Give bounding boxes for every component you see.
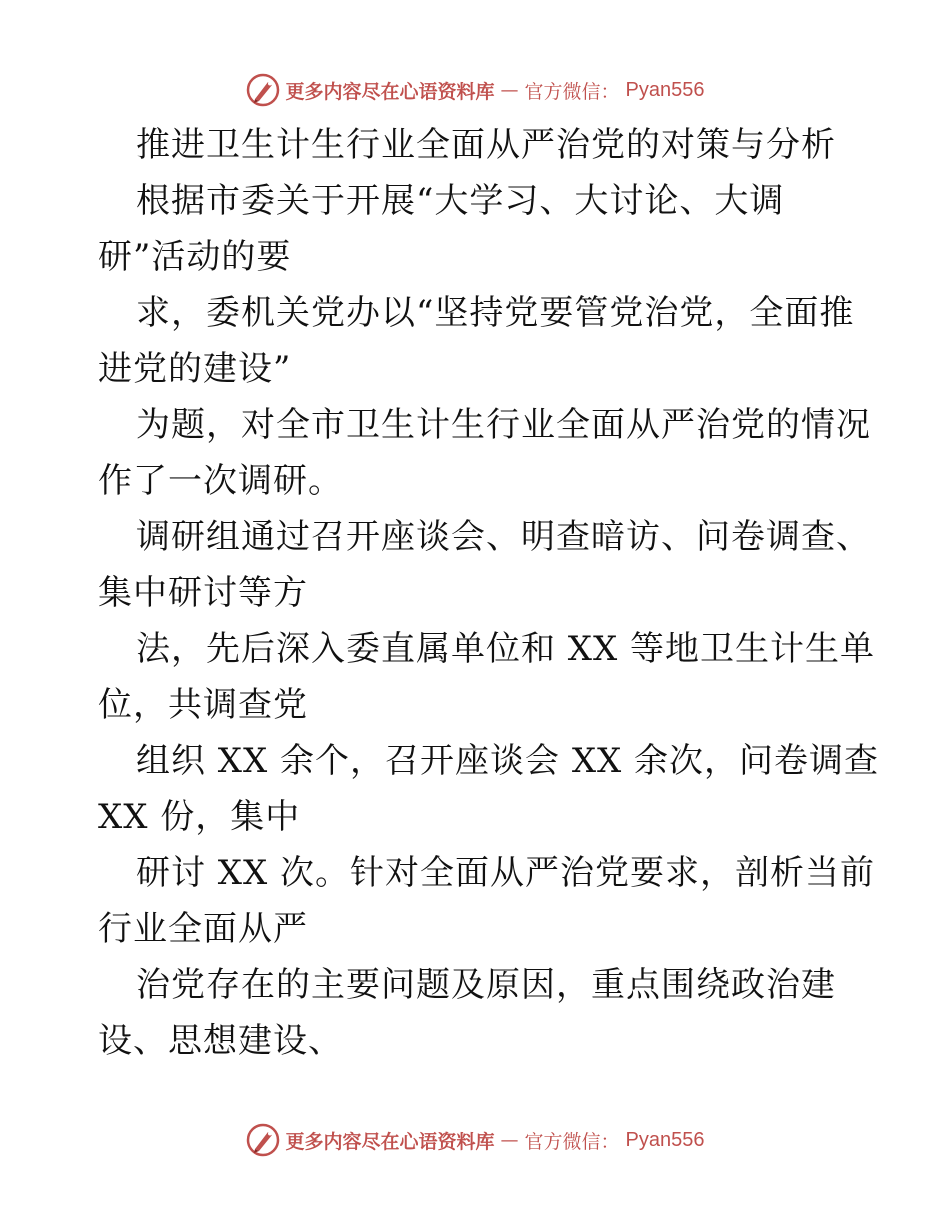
text-line: 研”活动的要 — [98, 237, 292, 277]
text-line: 组织 XX 余个，召开座谈会 XX 余次，问卷调查 — [136, 741, 880, 781]
text-line: 研讨 XX 次。针对全面从严治党要求，剖析当前 — [136, 853, 876, 893]
text-line: 法，先后深入委直属单位和 XX 等地卫生计生单 — [136, 629, 876, 669]
text-line: 集中研讨等方 — [98, 573, 308, 613]
text-line: 作了一次调研。 — [98, 461, 343, 501]
watermark-sub-text: 官方微信： — [524, 80, 620, 103]
text-line: 推进卫生计生行业全面从严治党的对策与分析 — [136, 125, 836, 165]
watermark-header — [0, 70, 950, 110]
text-line: 为题，对全市卫生计生行业全面从严治党的情况 — [136, 405, 871, 445]
pen-logo-icon — [246, 73, 280, 107]
watermark-wechat-id: Pyan556 — [625, 78, 705, 101]
watermark-group — [246, 73, 705, 107]
watermark-main-text: 更多内容尽在心语资料库 — [285, 80, 495, 103]
text-line: 设、思想建设、 — [98, 1021, 343, 1061]
text-line: 根据市委关于开展“大学习、大讨论、大调 — [136, 181, 785, 221]
document-body — [98, 117, 880, 1069]
text-line: 行业全面从严 — [98, 909, 308, 949]
text-line: 位，共调查党 — [98, 685, 308, 725]
text-line: 治党存在的主要问题及原因，重点围绕政治建 — [136, 965, 836, 1005]
watermark-sub-text: 官方微信： — [524, 1130, 620, 1153]
watermark-dash: — — [500, 79, 519, 101]
watermark-dash: — — [500, 1129, 519, 1151]
text-line: XX 份，集中 — [98, 797, 301, 837]
watermark-footer — [0, 1120, 950, 1160]
watermark-wechat-id: Pyan556 — [625, 1128, 705, 1151]
watermark-group — [246, 1123, 705, 1157]
watermark-main-text: 更多内容尽在心语资料库 — [285, 1130, 495, 1153]
text-line: 求，委机关党办以“坚持党要管党治党，全面推 — [136, 293, 855, 333]
text-line: 调研组通过召开座谈会、明查暗访、问卷调查、 — [136, 517, 871, 557]
text-line: 进党的建设” — [98, 349, 292, 389]
pen-logo-icon — [246, 1123, 280, 1157]
